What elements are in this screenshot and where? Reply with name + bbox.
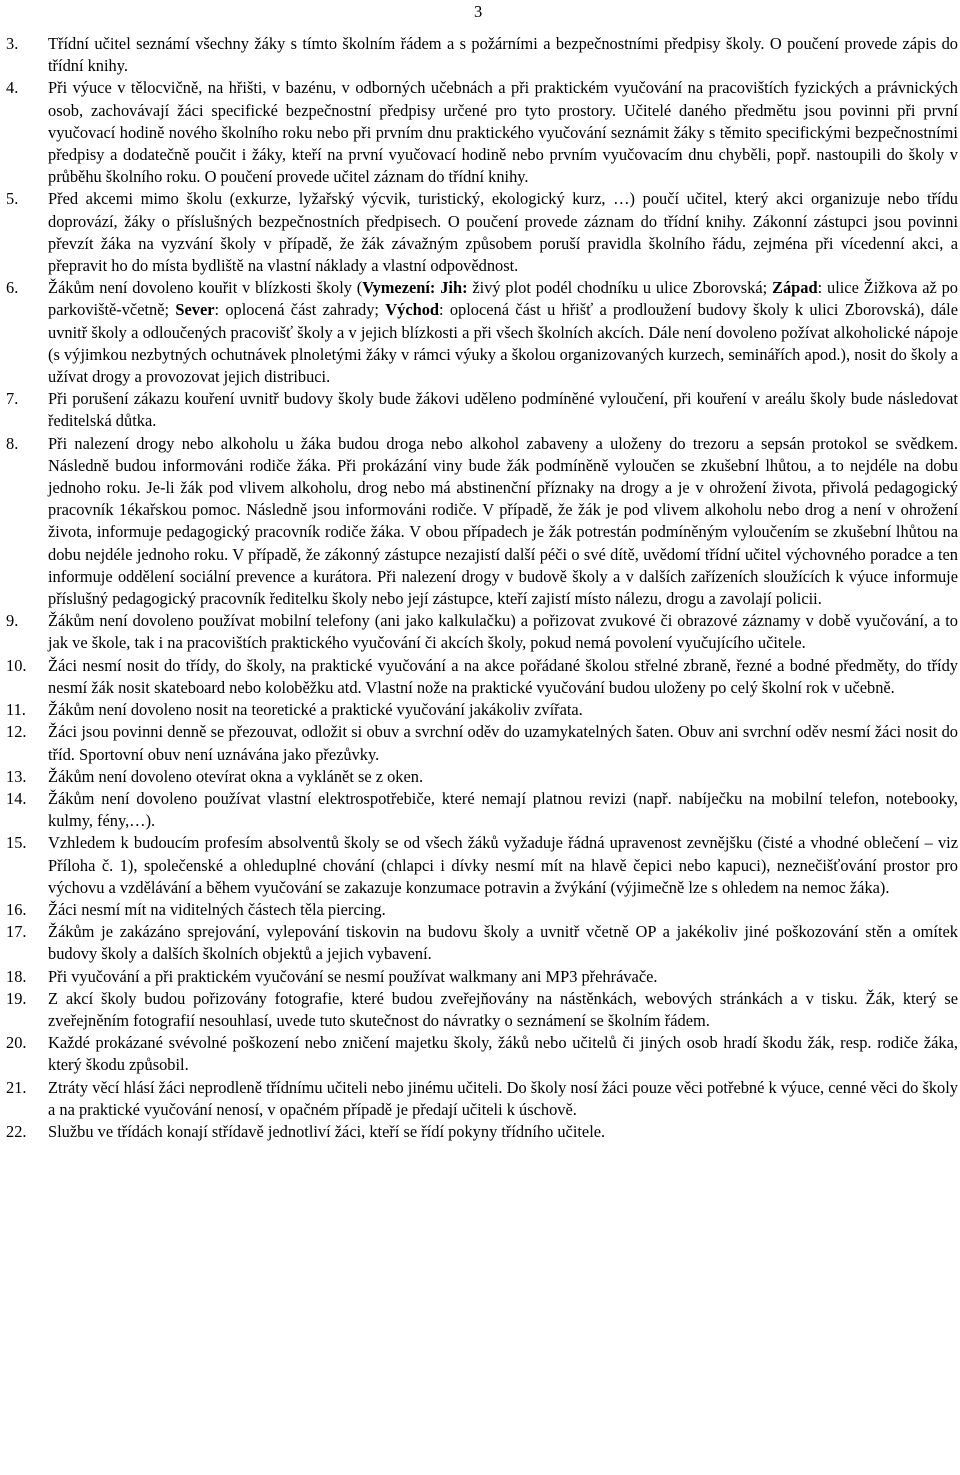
list-item [6,433,958,611]
list-item [6,1077,958,1121]
item-text: Žákům není dovoleno kouřit v blízkosti školy (Vymezení: Jih: živý plot podél chodníku u ulice Zborovská; Západ: ulice Žižkova až po parkoviště-včetně; Sever: oplocená část zahrady; Východ: oplocená část u hřišť a prodloužení budovy školy k ulici Zborovská), dále uvnitř školy a odloučených pracovišť školy a v jejich blízkosti a při všech školních akcích. Dále není dovoleno požívat alkoholické nápoje (s výjimkou nezbytných ochutnávek plnoletými žáky v rámci výuky a školou organizovaných kurzech, seminářích apod.), nosit do školy a užívat drogy a provozovat jejich distribuci. [48,278,959,387]
item-text: Žákům je zakázáno sprejování, vylepování tiskovin na budovu školy a uvnitř včetně OP a jakékoliv jiné poškozování stěn a omítek budovy školy a dalších školních objektů a jejich vybavení. [48,922,958,964]
item-text: Službu ve třídách konají střídavě jednotliví žáci, kteří se řídí pokyny třídního učitele. [48,1121,606,1141]
item-number: 11. [6,700,26,720]
list-item [6,188,958,277]
item-text: Žákům není dovoleno používat mobilní telefony (ani jako kalkulačku) a pořizovat zvukové či obrazové záznamy v době vyučování, a to jak ve škole, tak i na pracovištích praktického vyučování či akcích školy, pokud nemá povolení vyučujícího učitele. [48,611,958,653]
list-item [6,33,958,77]
item-text: Při nalezení drogy nebo alkoholu u žáka budou droga nebo alkohol zabaveny a uloženy do trezoru a sepsán protokol se svědkem. Následně budou informováni rodiče žáka. Při prokázání viny bude žák podmíněně vyloučen se zkušební lhůtou, a to nejdéle na dobu jednoho roku. Je-li žák pod vlivem alkoholu, drog nebo má abstinenční příznaky na drogy a je v ohrožení života, přivolá pedagogický pracovník 1ékařskou pomoc. Následně jsou informováni rodiče. V případě, že žák je pod vlivem alkoholu nebo drog a není v ohrožení života, informuje pedagogický pracovník rodiče žáka. V obou případech je žák potrestán podmíněným vyloučením se zkušební lhůtou na dobu nejdéle jednoho roku. V případě, že zákonný zástupce nezajistí další péči o své dítě, uvědomí třídní učitel výchovného poradce a ten informuje oddělení sociální prevence a kurátora. Při nalezení drogy v budově školy a v dalších zařízeních sloužících k výuce informuje příslušný pedagogický pracovník ředitelku školy nebo její zástupce, kteří zajistí místo nálezu, drogu a zavolají policii. [48,433,958,609]
list-item [6,788,958,832]
list-item [6,832,958,899]
item-number: 20. [6,1033,27,1053]
item-number: 14. [6,788,27,808]
item-text: Žákům není dovoleno otevírat okna a vyklánět se z oken. [48,766,424,786]
school-rules-list [6,33,958,1143]
list-item [6,766,958,788]
bold-term: Sever [175,300,215,320]
item-number: 8. [6,433,19,453]
bold-term: Východ [385,300,440,320]
item-number: 9. [6,611,19,631]
list-item [6,1121,958,1143]
item-number: 17. [6,922,27,942]
item-number: 21. [6,1077,27,1097]
item-number: 19. [6,988,27,1008]
item-number: 18. [6,966,27,986]
list-item [6,277,958,388]
item-text: Ztráty věcí hlásí žáci neprodleně třídnímu učiteli nebo jinému učiteli. Do školy nosí žáci pouze věci potřebné k výuce, cenné věci do školy a na praktické vyučování nenosí, v opačném případě je předají učiteli k úschově. [48,1077,958,1119]
item-number: 5. [6,189,19,209]
item-number: 7. [6,389,19,409]
list-item [6,77,958,188]
item-number: 13. [6,766,27,786]
list-item [6,388,958,432]
item-number: 15. [6,833,27,853]
page-number: 3 [474,2,483,21]
bold-term: Západ [772,278,818,298]
item-text: Při výuce v tělocvičně, na hřišti, v bazénu, v odborných učebnách a při praktickém vyučování na pracovištích fyzických a právnických osob, zachovávají žáci specifické bezpečnostní předpisy určené pro tyto prostory. Učitelé daného předmětu jsou povinni při první vyučovací hodině nového školního roku nebo při prvním dnu praktického vyučování seznámit žáky s těmito specifickými bezpečnostními předpisy a dodatečně poučit i žáky, kteří na první vyučovací hodině nebo prvním vyučovacím dnu chyběli, popř. nastoupili do školy v průběhu školního roku. O poučení provede učitel záznam do třídní knihy. [48,78,958,187]
item-number: 4. [6,78,19,98]
list-item [6,655,958,699]
item-text: Žáci nesmí nosit do třídy, do školy, na praktické vyučování a na akce pořádané školou střelné zbraně, řezné a bodné předměty, do třídy nesmí žák nosit skateboard nebo koloběžku atd. Vlastní nože na praktické vyučování budou uloženy po celý školní rok v učebně. [48,655,958,697]
list-item [6,699,958,721]
list-item [6,966,958,988]
item-number: 12. [6,722,27,742]
item-number: 6. [6,278,19,298]
bold-term: Vymezení: Jih: [362,278,468,298]
item-text: Při vyučování a při praktickém vyučování se nesmí používat walkmany ani MP3 přehrávače. [48,966,658,986]
item-text: Vzhledem k budoucím profesím absolventů školy se od všech žáků vyžaduje řádná upravenost zevnějšku (čisté a vhodné oblečení – viz Příloha č. 1), společenské a ohleduplné chování (chlapci i dívky nesmí mít na hlavě čepici nebo kapuci), neznečišťování prostor pro výchovu a vzdělávání a během vyučování se zakazuje konzumace potravin a žvýkání (výjimečně lze s ohledem na nemoc žáka). [48,833,958,897]
item-text: Žákům není dovoleno používat vlastní elektrospotřebiče, které nemají platnou revizi (např. nabíječku na mobilní telefon, notebooky, kulmy, fény,…). [48,788,958,831]
item-text: Žákům není dovoleno nosit na teoretické a praktické vyučování jakákoliv zvířata. [48,700,583,720]
list-item [6,1032,958,1076]
item-text: Třídní učitel seznámí všechny žáky s tímto školním řádem a s požárními a bezpečnostními předpisy školy. O poučení provede zápis do třídní knihy. [48,34,958,76]
item-text: Žáci nesmí mít na viditelných částech těla piercing. [48,899,386,919]
item-text: Z akcí školy budou pořizovány fotografie, které budou zveřejňovány na nástěnkách, webových stránkách a v tisku. Žák, který se zveřejněním fotografií nesouhlasí, uvede tuto skutečnost do návratky o seznámení se školním řádem. [48,988,958,1030]
list-item [6,721,958,765]
list-item [6,921,958,965]
item-text: Při porušení zákazu kouření uvnitř budovy školy bude žákovi uděleno podmíněné vyloučení, při kouření v areálu školy bude následovat ředitelská důtka. [48,389,958,431]
item-number: 16. [6,899,27,919]
list-item [6,988,958,1032]
item-number: 22. [6,1121,27,1141]
item-text: Každé prokázané svévolné poškození nebo zničení majetku školy, žáků nebo učitelů či jiných osob hradí škodu žák, resp. rodiče žáka, který škodu způsobil. [48,1033,958,1075]
item-text: Před akcemi mimo školu (exkurze, lyžařský výcvik, turistický, ekologický kurz, …) poučí učitel, který akci organizuje nebo třídu doprovází, žáky o příslušných bezpečnostních předpisech. O poučení provede záznam do třídní knihy. Zákonní zástupci jsou povinni převzít žáka na vyzvání školy v případě, že žák závažným způsobem poruší pravidla školního řádu, zejména při vícedenní akci, a přepravit ho do místa bydliště na vlastní náklady a vlastní odpovědnost. [48,189,958,276]
item-number: 10. [6,655,27,675]
list-item [6,610,958,654]
list-item [6,899,958,921]
item-number: 3. [6,34,19,53]
item-text: Žáci jsou povinni denně se přezouvat, odložit si obuv a svrchní oděv do uzamykatelných šaten. Obuv ani svrchní oděv nesmí žáci nosit do tříd. Sportovní obuv není uznávána jako přezůvky. [48,722,958,764]
